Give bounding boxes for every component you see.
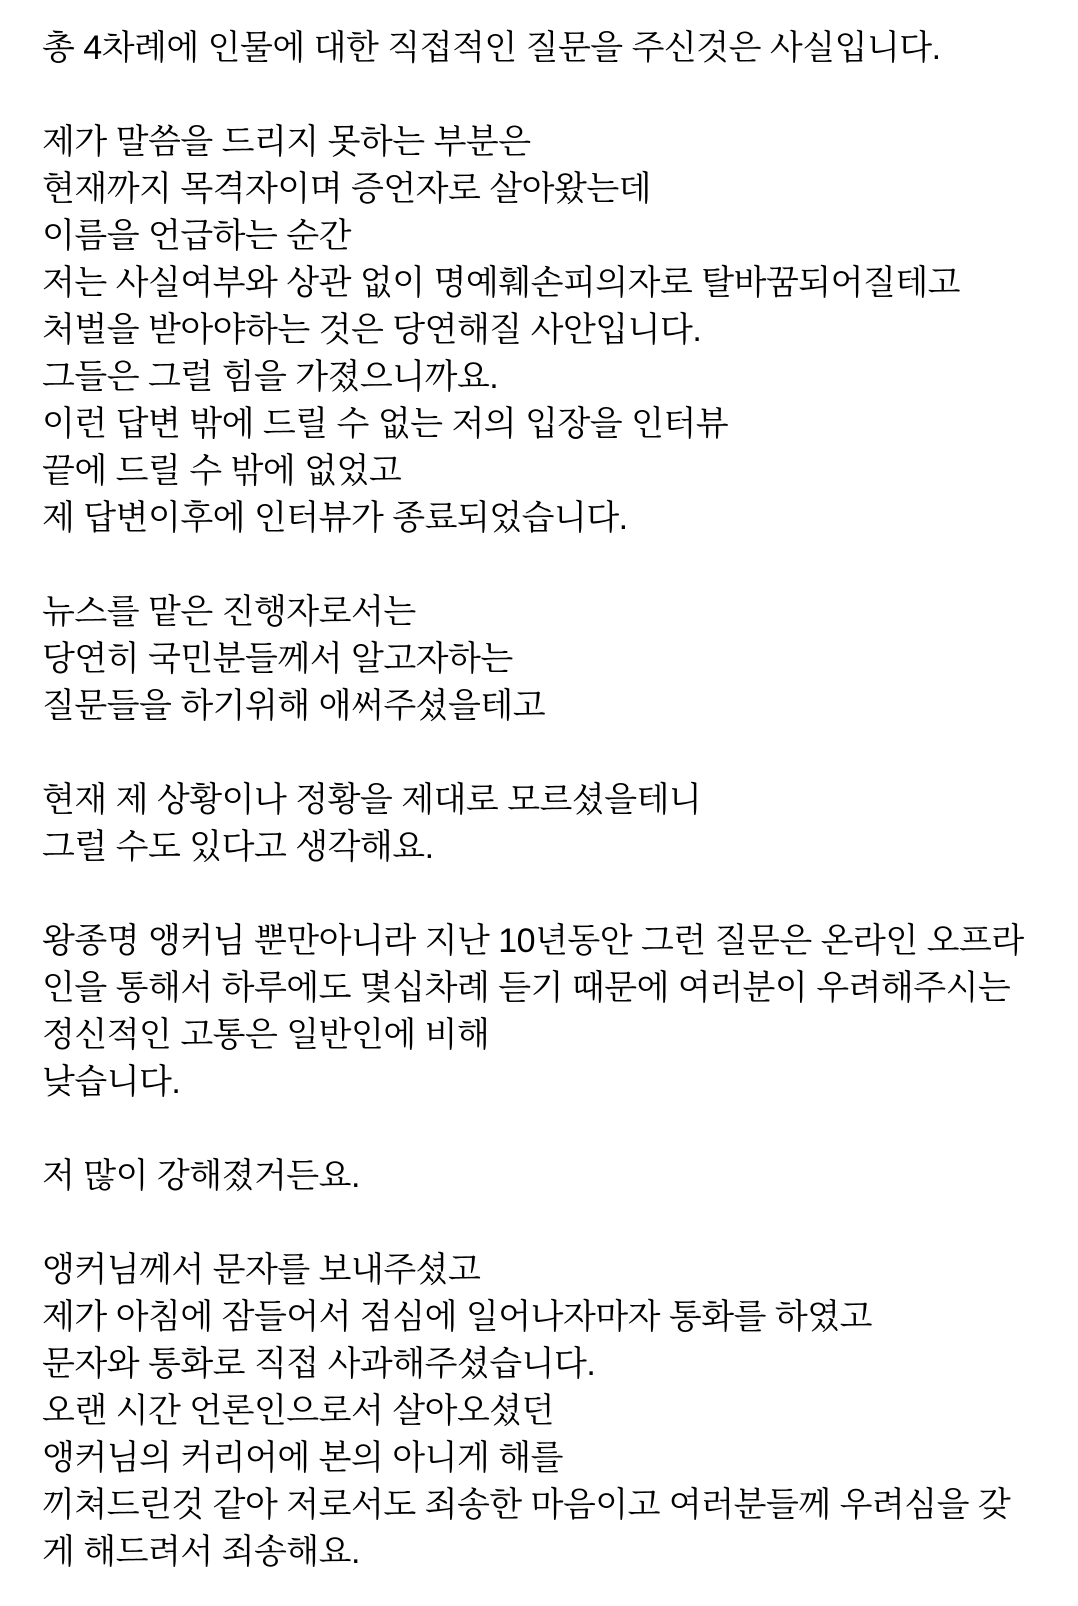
blank-line	[42, 542, 1060, 589]
blank-line	[42, 871, 1060, 918]
text-line: 정신적인 고통은 일반인에 비해	[42, 1016, 490, 1054]
text-line: 앵커님께서 문자를 보내주셨고	[42, 1251, 481, 1289]
blank-line	[42, 1106, 1060, 1153]
text-line: 이름을 언급하는 순간	[42, 217, 351, 255]
text-line: 저는 사실여부와 상관 없이 명예훼손피의자로 탈바꿈되어질테고	[42, 264, 961, 302]
text-line: 제가 아침에 잠들어서 점심에 일어나자마자 통화를 하였고	[42, 1298, 872, 1336]
text-line: 제가 말씀을 드리지 못하는 부분은	[42, 123, 531, 161]
text-line: 제 답변이후에 인터뷰가 종료되었습니다.	[42, 499, 628, 537]
text-line: 이런 답변 밖에 드릴 수 없는 저의 입장을 인터뷰	[42, 405, 729, 443]
blank-line	[42, 730, 1060, 777]
text-line: 뉴스를 맡은 진행자로서는	[42, 593, 416, 631]
text-line: 그럴 수도 있다고 생각해요.	[42, 828, 434, 866]
text-line: 문자와 통화로 직접 사과해주셨습니다.	[42, 1345, 596, 1383]
text-line: 인을 통해서 하루에도 몇십차례 듣기 때문에 여러분이 우려해주시는	[42, 969, 1011, 1007]
text-line: 앵커님의 커리어에 본의 아니게 해를	[42, 1439, 563, 1477]
text-line: 끝에 드릴 수 밖에 없었고	[42, 452, 402, 490]
blank-line	[42, 72, 1060, 119]
text-line: 질문들을 하기위해 애써주셨을테고	[42, 687, 546, 725]
text-line: 현재까지 목격자이며 증언자로 살아왔는데	[42, 170, 652, 208]
blank-line	[42, 1200, 1060, 1247]
text-line: 낮습니다.	[42, 1063, 181, 1101]
text-line: 처벌을 받아야하는 것은 당연해질 사안입니다.	[42, 311, 702, 349]
text-line: 그들은 그럴 힘을 가졌으니까요.	[42, 358, 499, 396]
text-line: 저 많이 강해졌거든요.	[42, 1157, 360, 1195]
text-line: 당연히 국민분들께서 알고자하는	[42, 640, 513, 678]
text-line: 오랜 시간 언론인으로서 살아오셨던	[42, 1392, 554, 1430]
text-line: 끼쳐드린것 같아 저로서도 죄송한 마음이고 여러분들께 우려심을 갖	[42, 1486, 1011, 1524]
text-line: 현재 제 상황이나 정황을 제대로 모르셨을테니	[42, 781, 702, 819]
text-line: 게 해드려서 죄송해요.	[42, 1533, 360, 1571]
text-line: 총 4차례에 인물에 대한 직접적인 질문을 주신것은 사실입니다.	[42, 29, 941, 67]
text-line: 왕종명 앵커님 뿐만아니라 지난 10년동안 그런 질문은 온라인 오프라	[42, 922, 1024, 960]
